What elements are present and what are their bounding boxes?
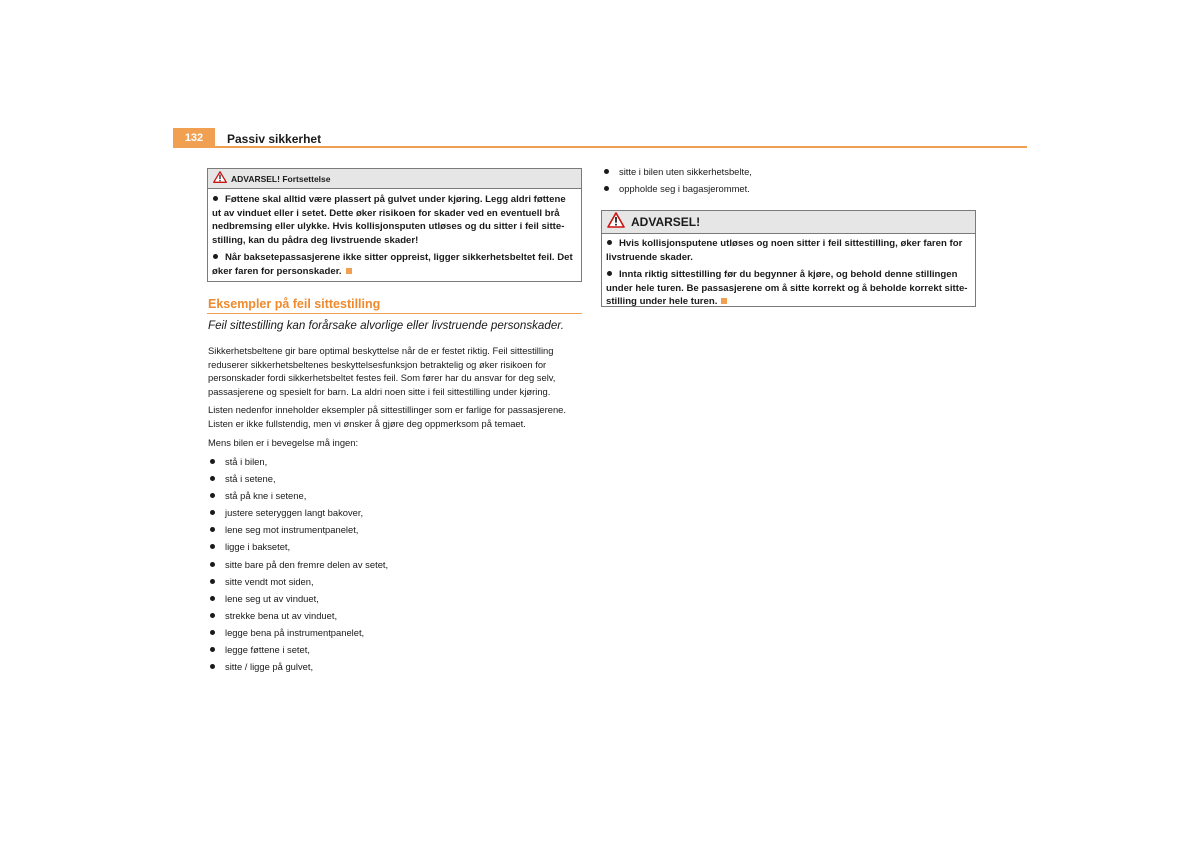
- list-item: stå i setene,: [208, 472, 588, 489]
- page-number: 132: [173, 128, 215, 148]
- list-item: sitte / ligge på gulvet,: [208, 660, 588, 677]
- bullet-icon: [213, 254, 218, 259]
- warning-item: Hvis kollisjonsputene utløses og noen sitter i feil sittestilling, øker faren for livstruende skader.: [606, 238, 963, 263]
- section-rule: [207, 313, 582, 314]
- section-lead: Feil sittestilling kan forårsake alvorlige eller livstruende personskader.: [208, 319, 564, 332]
- warning-item: Innta riktig sittestilling før du begynner å kjøre, og behold denne stillingen under hele turen. Be passasjerene om å sitte korrekt og å beholde korrekt sitte-stilling under hele turen.: [606, 269, 968, 307]
- warning-box-header: [602, 211, 975, 234]
- list-item: legge bena på instrumentpanelet,: [208, 626, 588, 643]
- prohibited-positions-list: [208, 455, 588, 677]
- warning-item: Føttene skal alltid være plassert på gulvet under kjøring. Legg aldri føttene ut av vinduet eller i setet. Dette øker risikoen for skader ved en eventuell brå nedbremsing eller ulykke. Hvis kollisjonsputen utløses og du sitter i feil sitte-stilling, kan du pådra deg livstruende skader!: [212, 194, 566, 246]
- list-item: lene seg ut av vinduet,: [208, 592, 588, 609]
- bullet-icon: [607, 240, 612, 245]
- warning-box: [601, 210, 976, 307]
- warning-item: Når baksetepassasjerene ikke sitter oppreist, ligger sikkerhetsbeltet feil. Det øker faren for personskader.: [212, 252, 573, 277]
- bullet-icon: [210, 476, 215, 481]
- bullet-icon: [210, 647, 215, 652]
- warning-triangle-icon: [607, 212, 625, 233]
- body-paragraph: Listen nedenfor inneholder eksempler på sittestillinger som er farlige for passasjerene. Listen er ikke fullstendig, men vi ønsker å gjøre deg oppmerksom på temaet.: [208, 404, 567, 429]
- list-item: oppholde seg i bagasjerommet.: [602, 182, 982, 199]
- list-item: sitte vendt mot siden,: [208, 575, 588, 592]
- bullet-icon: [210, 613, 215, 618]
- list-item: stå i bilen,: [208, 455, 588, 472]
- bullet-icon: [210, 579, 215, 584]
- bullet-icon: [210, 527, 215, 532]
- warning-box-header: [208, 169, 581, 189]
- list-item: lene seg mot instrumentpanelet,: [208, 523, 588, 540]
- bullet-icon: [213, 196, 218, 201]
- list-item: strekke bena ut av vinduet,: [208, 609, 588, 626]
- bullet-icon: [210, 664, 215, 669]
- bullet-icon: [210, 459, 215, 464]
- list-item: sitte bare på den fremre delen av setet,: [208, 558, 588, 575]
- warning-triangle-icon: [213, 170, 227, 188]
- bullet-icon: [604, 186, 609, 191]
- list-item: justere seteryggen langt bakover,: [208, 506, 588, 523]
- bullet-icon: [210, 596, 215, 601]
- bullet-icon: [604, 169, 609, 174]
- bullet-icon: [210, 510, 215, 515]
- list-item: legge føttene i setet,: [208, 643, 588, 660]
- bullet-icon: [210, 562, 215, 567]
- end-square-icon: [721, 298, 727, 304]
- header-rule: [173, 146, 1027, 148]
- warning-title: ADVARSEL!: [631, 215, 701, 229]
- list-item: ligge i baksetet,: [208, 540, 588, 557]
- section-heading: Eksempler på feil sittestilling: [208, 297, 381, 311]
- bullet-icon: [210, 544, 215, 549]
- list-item: sitte i bilen uten sikkerhetsbelte,: [602, 165, 982, 182]
- list-item: stå på kne i setene,: [208, 489, 588, 506]
- body-paragraph: Mens bilen er i bevegelse må ingen:: [208, 437, 359, 448]
- bullet-icon: [210, 630, 215, 635]
- warning-title: ADVARSEL! Fortsettelse: [231, 173, 331, 184]
- end-square-icon: [346, 268, 352, 274]
- bullet-icon: [607, 271, 612, 276]
- body-paragraph: Sikkerhetsbeltene gir bare optimal beskyttelse når de er festet riktig. Feil sittestilling reduserer sikkerhetsbeltenes beskyttelsesfunksjon betraktelig og øker risikoen for personskader fordi sikkerhetsbeltet festes feil. Som fører har du ansvar for deg selv, passasjerene og spesielt for barn. La aldri noen sitte i feil sittestilling under kjøring.: [208, 345, 556, 397]
- prohibited-positions-list-continued: [602, 165, 982, 199]
- warning-box-continued: [207, 168, 582, 282]
- bullet-icon: [210, 493, 215, 498]
- chapter-title: Passiv sikkerhet: [227, 132, 322, 146]
